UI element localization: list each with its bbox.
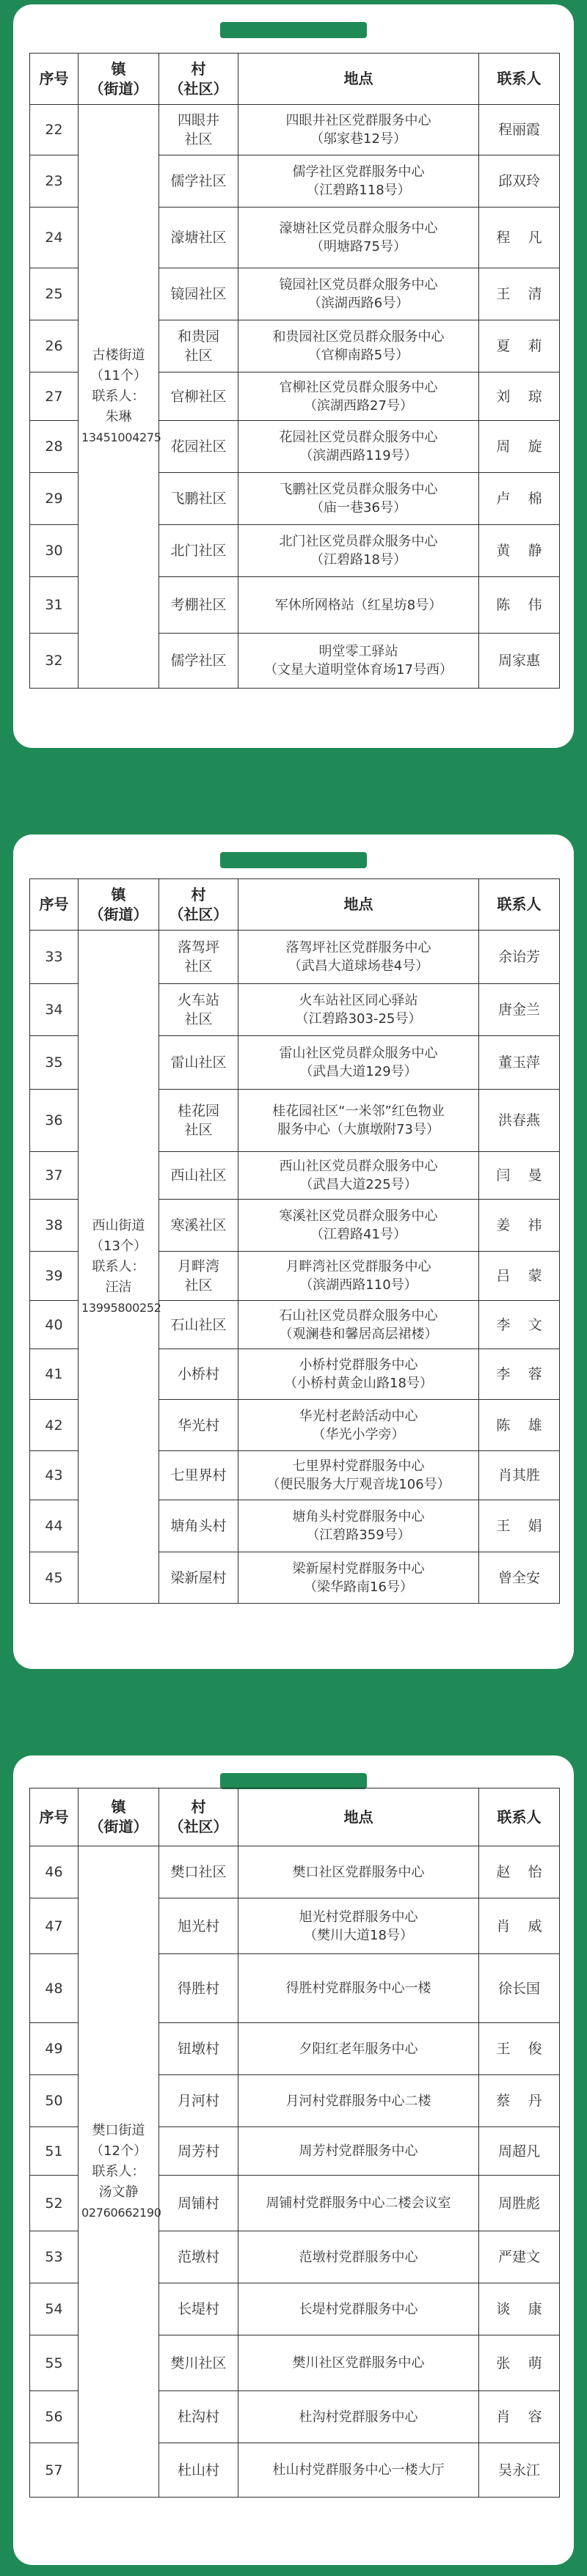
table-row	[30, 105, 560, 155]
contact-cell: 张 萌	[479, 2335, 560, 2391]
seq-cell: 40	[30, 1301, 79, 1349]
header-village: 村 （社区）	[159, 1788, 238, 1846]
location-cell: 飞鹏社区党员群众服务中心 （庙一巷36号）	[238, 473, 479, 525]
town-contact-phone: 13995800252	[81, 1300, 161, 1315]
seq-cell: 46	[30, 1846, 79, 1898]
seq-cell: 52	[30, 2176, 79, 2231]
table-card-xishan	[13, 834, 574, 1669]
contact-cell: 余诒芳	[479, 931, 560, 984]
table-row	[30, 931, 560, 984]
town-contact-phone: 13451004275	[81, 430, 161, 444]
village-cell: 杜山村	[159, 2443, 238, 2498]
seq-cell: 37	[30, 1152, 79, 1200]
village-cell: 华光村	[159, 1400, 238, 1451]
location-cell: 樊口社区党群服务中心	[238, 1846, 479, 1898]
contact-cell: 吴永江	[479, 2443, 560, 2498]
card-tab-decoration	[220, 22, 367, 38]
location-cell: 寒溪社区党员群众服务中心 （江碧路41号）	[238, 1200, 479, 1252]
contact-cell: 周超凡	[479, 2127, 560, 2176]
contact-cell: 邱双玲	[479, 155, 560, 208]
contact-cell: 刘 琼	[479, 373, 560, 421]
header-village: 村 （社区）	[159, 879, 238, 931]
header-location: 地点	[238, 879, 479, 931]
seq-cell: 39	[30, 1252, 79, 1301]
card-tab-decoration	[220, 1773, 367, 1789]
seq-cell: 51	[30, 2127, 79, 2176]
contact-cell: 王 俊	[479, 2023, 560, 2075]
location-cell: 华光村老龄活动中心 （华光小学旁）	[238, 1400, 479, 1451]
village-cell: 月畔湾 社区	[159, 1252, 238, 1301]
town-cell	[79, 931, 159, 1604]
village-cell: 花园社区	[159, 421, 238, 473]
village-cell: 濠塘社区	[159, 208, 238, 268]
card-tab-decoration	[220, 852, 367, 868]
village-cell: 钮墩村	[159, 2023, 238, 2075]
village-cell: 落驾坪 社区	[159, 931, 238, 984]
location-cell: 镜园社区党员群众服务中心 （滨湖西路6号）	[238, 268, 479, 320]
seq-cell: 43	[30, 1451, 79, 1500]
contact-cell: 姜 祎	[479, 1200, 560, 1252]
seq-cell: 53	[30, 2231, 79, 2283]
seq-cell: 50	[30, 2075, 79, 2127]
location-cell: 杜沟村党群服务中心	[238, 2391, 479, 2443]
seq-cell: 36	[30, 1090, 79, 1152]
location-cell: 杜山村党群服务中心一楼大厅	[238, 2443, 479, 2498]
header-seq: 序号	[30, 1788, 79, 1846]
contact-cell: 程丽霞	[479, 105, 560, 155]
contact-cell: 卢 棉	[479, 473, 560, 525]
seq-cell: 25	[30, 268, 79, 320]
town-name: 古楼街道 （11个）	[90, 347, 147, 384]
contact-cell: 黄 静	[479, 525, 560, 577]
location-cell: 桂花园社区“一米邻”红色物业 服务中心（大旗墩附73号）	[238, 1090, 479, 1152]
village-cell: 石山社区	[159, 1301, 238, 1349]
village-cell: 儒学社区	[159, 155, 238, 208]
village-cell: 月河村	[159, 2075, 238, 2127]
location-cell: 长堤村党群服务中心	[238, 2283, 479, 2335]
contact-cell: 周胜彪	[479, 2176, 560, 2231]
table-card-gulou	[13, 4, 574, 748]
contact-cell: 周 旋	[479, 421, 560, 473]
contact-cell: 闫 曼	[479, 1152, 560, 1200]
village-cell: 火车站 社区	[159, 984, 238, 1036]
village-cell: 飞鹏社区	[159, 473, 238, 525]
village-cell: 旭光村	[159, 1898, 238, 1954]
village-cell: 得胜村	[159, 1954, 238, 2023]
seq-cell: 49	[30, 2023, 79, 2075]
contact-cell: 周家惠	[479, 634, 560, 689]
header-contact: 联系人	[479, 54, 560, 105]
village-cell: 周铺村	[159, 2176, 238, 2231]
location-cell: 石山社区党员群众服务中心 （观澜巷和馨居高层裙楼）	[238, 1301, 479, 1349]
header-contact: 联系人	[479, 879, 560, 931]
contact-cell: 谈 康	[479, 2283, 560, 2335]
contact-cell: 董玉萍	[479, 1036, 560, 1090]
town-name: 西山街道 （13个）	[90, 1217, 147, 1254]
seq-cell: 44	[30, 1500, 79, 1552]
location-cell: 和贵园社区党员群众服务中心 （官柳南路5号）	[238, 320, 479, 373]
village-cell: 樊川社区	[159, 2335, 238, 2391]
village-cell: 和贵园 社区	[159, 320, 238, 373]
header-contact: 联系人	[479, 1788, 560, 1846]
header-town: 镇 （街道）	[79, 1788, 159, 1846]
contact-table-xishan	[29, 878, 560, 1604]
contact-cell: 蔡 丹	[479, 2075, 560, 2127]
village-cell: 四眼井 社区	[159, 105, 238, 155]
table-card-fankou	[13, 1755, 574, 2565]
location-cell: 夕阳红老年服务中心	[238, 2023, 479, 2075]
village-cell: 儒学社区	[159, 634, 238, 689]
location-cell: 周铺村党群服务中心二楼会议室	[238, 2176, 479, 2231]
seq-cell: 45	[30, 1552, 79, 1604]
header-seq: 序号	[30, 54, 79, 105]
town-name: 樊口街道 （12个）	[90, 2122, 147, 2159]
town-contact-name: 汪洁	[105, 1279, 132, 1295]
location-cell: 明堂零工驿站 （文星大道明堂体育场17号西）	[238, 634, 479, 689]
village-cell: 长堤村	[159, 2283, 238, 2335]
contact-cell: 程 凡	[479, 208, 560, 268]
location-cell: 旭光村党群服务中心 （樊川大道18号）	[238, 1898, 479, 1954]
contact-cell: 王 清	[479, 268, 560, 320]
town-cell	[79, 105, 159, 689]
village-cell: 考棚社区	[159, 577, 238, 634]
village-cell: 樊口社区	[159, 1846, 238, 1898]
location-cell: 樊川社区党群服务中心	[238, 2335, 479, 2391]
location-cell: 四眼井社区党群服务中心 （邬家巷12号）	[238, 105, 479, 155]
seq-cell: 31	[30, 577, 79, 634]
seq-cell: 32	[30, 634, 79, 689]
seq-cell: 27	[30, 373, 79, 421]
location-cell: 梁新屋村党群服务中心 （梁华路南16号）	[238, 1552, 479, 1604]
seq-cell: 23	[30, 155, 79, 208]
contact-cell: 严建文	[479, 2231, 560, 2283]
seq-cell: 34	[30, 984, 79, 1036]
town-contact-label: 联系人：	[92, 1258, 145, 1274]
location-cell: 濠塘社区党员群众服务中心 （明塘路75号）	[238, 208, 479, 268]
seq-cell: 24	[30, 208, 79, 268]
contact-cell: 赵 怡	[479, 1846, 560, 1898]
seq-cell: 54	[30, 2283, 79, 2335]
location-cell: 得胜村党群服务中心一楼	[238, 1954, 479, 2023]
location-cell: 北门社区党员群众服务中心 （江碧路18号）	[238, 525, 479, 577]
location-cell: 官柳社区党员群众服务中心 （滨湖西路27号）	[238, 373, 479, 421]
village-cell: 七里界村	[159, 1451, 238, 1500]
contact-cell: 吕 蒙	[479, 1252, 560, 1301]
seq-cell: 41	[30, 1349, 79, 1400]
village-cell: 塘角头村	[159, 1500, 238, 1552]
location-cell: 月畔湾社区党群服务中心 （滨湖西路110号）	[238, 1252, 479, 1301]
village-cell: 西山社区	[159, 1152, 238, 1200]
seq-cell: 33	[30, 931, 79, 984]
contact-cell: 李 蓉	[479, 1349, 560, 1400]
location-cell: 落驾坪社区党群服务中心 （武昌大道球场巷4号）	[238, 931, 479, 984]
seq-cell: 22	[30, 105, 79, 155]
town-contact-phone: 02760662190	[81, 2205, 161, 2220]
village-cell: 寒溪社区	[159, 1200, 238, 1252]
location-cell: 塘角头村党群服务中心 （江碧路359号）	[238, 1500, 479, 1552]
location-cell: 七里界村党群服务中心 （便民服务大厅观音垅106号）	[238, 1451, 479, 1500]
seq-cell: 35	[30, 1036, 79, 1090]
location-cell: 周芳村党群服务中心	[238, 2127, 479, 2176]
contact-cell: 肖 容	[479, 2391, 560, 2443]
seq-cell: 57	[30, 2443, 79, 2498]
contact-cell: 洪春燕	[479, 1090, 560, 1152]
contact-table-fankou	[29, 1788, 560, 2498]
header-location: 地点	[238, 54, 479, 105]
header-town: 镇 （街道）	[79, 879, 159, 931]
seq-cell: 26	[30, 320, 79, 373]
contact-cell: 夏 莉	[479, 320, 560, 373]
seq-cell: 56	[30, 2391, 79, 2443]
village-cell: 范墩村	[159, 2231, 238, 2283]
contact-cell: 徐长国	[479, 1954, 560, 2023]
location-cell: 火车站社区同心驿站 （江碧路303-25号）	[238, 984, 479, 1036]
town-contact-name: 汤文静	[98, 2184, 139, 2200]
town-contact-label: 联系人：	[92, 2163, 145, 2179]
contact-cell: 李 文	[479, 1301, 560, 1349]
location-cell: 花园社区党员群众服务中心 （滨湖西路119号）	[238, 421, 479, 473]
village-cell: 梁新屋村	[159, 1552, 238, 1604]
header-town: 镇 （街道）	[79, 54, 159, 105]
town-contact-name: 朱琳	[105, 408, 132, 425]
contact-cell: 陈 雄	[479, 1400, 560, 1451]
contact-cell: 王 娟	[479, 1500, 560, 1552]
village-cell: 小桥村	[159, 1349, 238, 1400]
village-cell: 北门社区	[159, 525, 238, 577]
table-row	[30, 1846, 560, 1898]
contact-cell: 肖其胜	[479, 1451, 560, 1500]
seq-cell: 38	[30, 1200, 79, 1252]
seq-cell: 28	[30, 421, 79, 473]
village-cell: 镜园社区	[159, 268, 238, 320]
location-cell: 西山社区党员群众服务中心 （武昌大道225号）	[238, 1152, 479, 1200]
village-cell: 雷山社区	[159, 1036, 238, 1090]
location-cell: 儒学社区党群服务中心 （江碧路118号）	[238, 155, 479, 208]
header-village: 村 （社区）	[159, 54, 238, 105]
village-cell: 桂花园 社区	[159, 1090, 238, 1152]
seq-cell: 42	[30, 1400, 79, 1451]
contact-table-gulou	[29, 53, 560, 689]
village-cell: 官柳社区	[159, 373, 238, 421]
village-cell: 周芳村	[159, 2127, 238, 2176]
town-contact-label: 联系人：	[92, 388, 145, 404]
contact-cell: 曾全安	[479, 1552, 560, 1604]
town-cell	[79, 1846, 159, 2498]
seq-cell: 30	[30, 525, 79, 577]
seq-cell: 29	[30, 473, 79, 525]
header-location: 地点	[238, 1788, 479, 1846]
seq-cell: 48	[30, 1954, 79, 2023]
seq-cell: 55	[30, 2335, 79, 2391]
contact-cell: 肖 威	[479, 1898, 560, 1954]
location-cell: 范墩村党群服务中心	[238, 2231, 479, 2283]
header-seq: 序号	[30, 879, 79, 931]
location-cell: 军休所网格站（红星坊8号）	[238, 577, 479, 634]
location-cell: 雷山社区党员群众服务中心 （武昌大道129号）	[238, 1036, 479, 1090]
village-cell: 杜沟村	[159, 2391, 238, 2443]
seq-cell: 47	[30, 1898, 79, 1954]
location-cell: 小桥村党群服务中心 （小桥村黄金山路18号）	[238, 1349, 479, 1400]
location-cell: 月河村党群服务中心二楼	[238, 2075, 479, 2127]
contact-cell: 唐金兰	[479, 984, 560, 1036]
contact-cell: 陈 伟	[479, 577, 560, 634]
